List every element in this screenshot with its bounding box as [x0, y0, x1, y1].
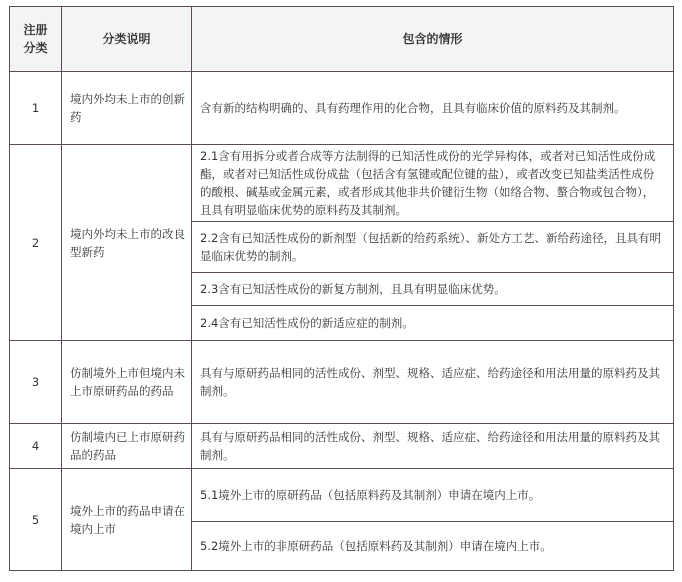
- row-number: 1: [10, 72, 62, 145]
- row-number: 4: [10, 424, 62, 469]
- header-category-description: 分类说明: [62, 7, 192, 72]
- row-description: 仿制境内已上市原研药品的药品: [62, 424, 192, 469]
- row-description: 境内外均未上市的改良型新药: [62, 145, 192, 341]
- row-item: 2.3含有已知活性成份的新复方制剂，且具有明显临床优势。: [192, 273, 674, 306]
- table-row: [10, 145, 674, 222]
- table-row: [10, 424, 674, 469]
- table-row: [10, 469, 674, 522]
- header-included-situations: 包含的情形: [192, 7, 674, 72]
- row-item: 5.1境外上市的原研药品（包括原料药及其制剂）申请在境内上市。: [192, 469, 674, 522]
- header-code-line2: 分类: [23, 41, 48, 55]
- row-item: 具有与原研药品相同的活性成份、剂型、规格、适应症、给药途径和用法用量的原料药及其制剂。: [192, 341, 674, 424]
- row-item: 5.2境外上市的非原研药品（包括原料药及其制剂）申请在境内上市。: [192, 522, 674, 571]
- row-item: 2.4含有已知活性成份的新适应症的制剂。: [192, 306, 674, 341]
- row-item: 2.2含有已知活性成份的新剂型（包括新的给药系统）、新处方工艺、新给药途径，且具有明显临床优势的制剂。: [192, 222, 674, 273]
- header-code-line1: 注册: [23, 23, 48, 37]
- table-header-row: [10, 7, 674, 72]
- row-item: 2.1含有用拆分或者合成等方法制得的已知活性成份的光学异构体，或者对已知活性成份成酯，或者对已知活性成份成盐（包括含有氢键或配位键的盐），或者改变已知盐类活性成份的酸根、碱基或金属元素，或者形成其他非共价键衍生物（如络合物、螯合物或包合物），且具有明显临床优势的原料药及其制剂。: [192, 145, 674, 222]
- row-description: 境外上市的药品申请在境内上市: [62, 469, 192, 571]
- row-item: 含有新的结构明确的、具有药理作用的化合物，且具有临床价值的原料药及其制剂。: [192, 72, 674, 145]
- registration-category-table: [9, 6, 674, 571]
- table-row: [10, 72, 674, 145]
- table-row: [10, 341, 674, 424]
- row-description: 仿制境外上市但境内未上市原研药品的药品: [62, 341, 192, 424]
- row-number: 2: [10, 145, 62, 341]
- row-number: 3: [10, 341, 62, 424]
- row-description: 境内外均未上市的创新药: [62, 72, 192, 145]
- row-number: 5: [10, 469, 62, 571]
- registration-category-table-wrapper: [9, 6, 673, 571]
- header-registration-category: [10, 7, 62, 72]
- row-item: 具有与原研药品相同的活性成份、剂型、规格、适应症、给药途径和用法用量的原料药及其制剂。: [192, 424, 674, 469]
